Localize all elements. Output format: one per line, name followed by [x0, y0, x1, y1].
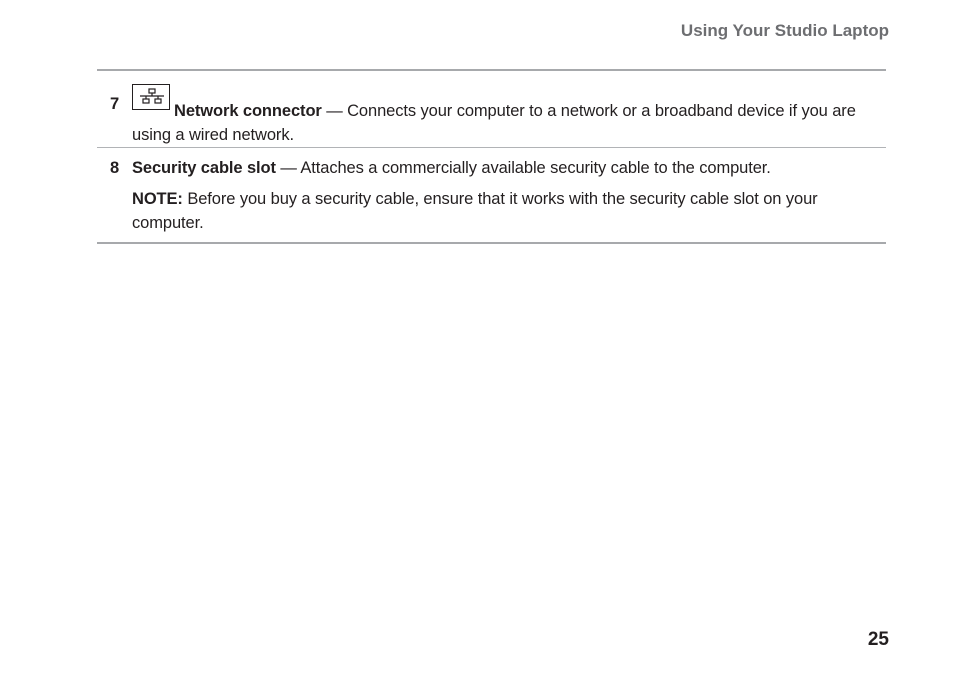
table-bottom-rule — [97, 242, 886, 244]
item-description: — Attaches a commercially available security cable to the computer. — [275, 159, 771, 177]
note-label: NOTE: — [132, 190, 183, 208]
network-icon — [132, 84, 170, 110]
table-top-rule — [97, 69, 886, 71]
list-item-network-connector — [97, 92, 867, 147]
page-number: 25 — [867, 629, 889, 650]
item-number: 7 — [110, 95, 120, 113]
item-description: — Connects your computer to a network or a broadband device if you are using a wired network. — [132, 102, 856, 144]
item-body — [132, 156, 867, 235]
item-paragraph — [132, 92, 867, 147]
item-body — [132, 92, 867, 147]
list-item-security-cable-slot — [97, 156, 867, 235]
item-term: Network connector — [174, 102, 322, 120]
item-term: Security cable slot — [132, 159, 276, 177]
note-text: Before you buy a security cable, ensure that it works with the security cable slot on your computer. — [132, 190, 818, 232]
item-divider — [97, 147, 886, 148]
item-paragraph — [132, 156, 867, 180]
running-head-title: Using Your Studio Laptop — [680, 21, 889, 40]
note-paragraph — [132, 187, 867, 235]
item-number: 8 — [110, 159, 120, 177]
